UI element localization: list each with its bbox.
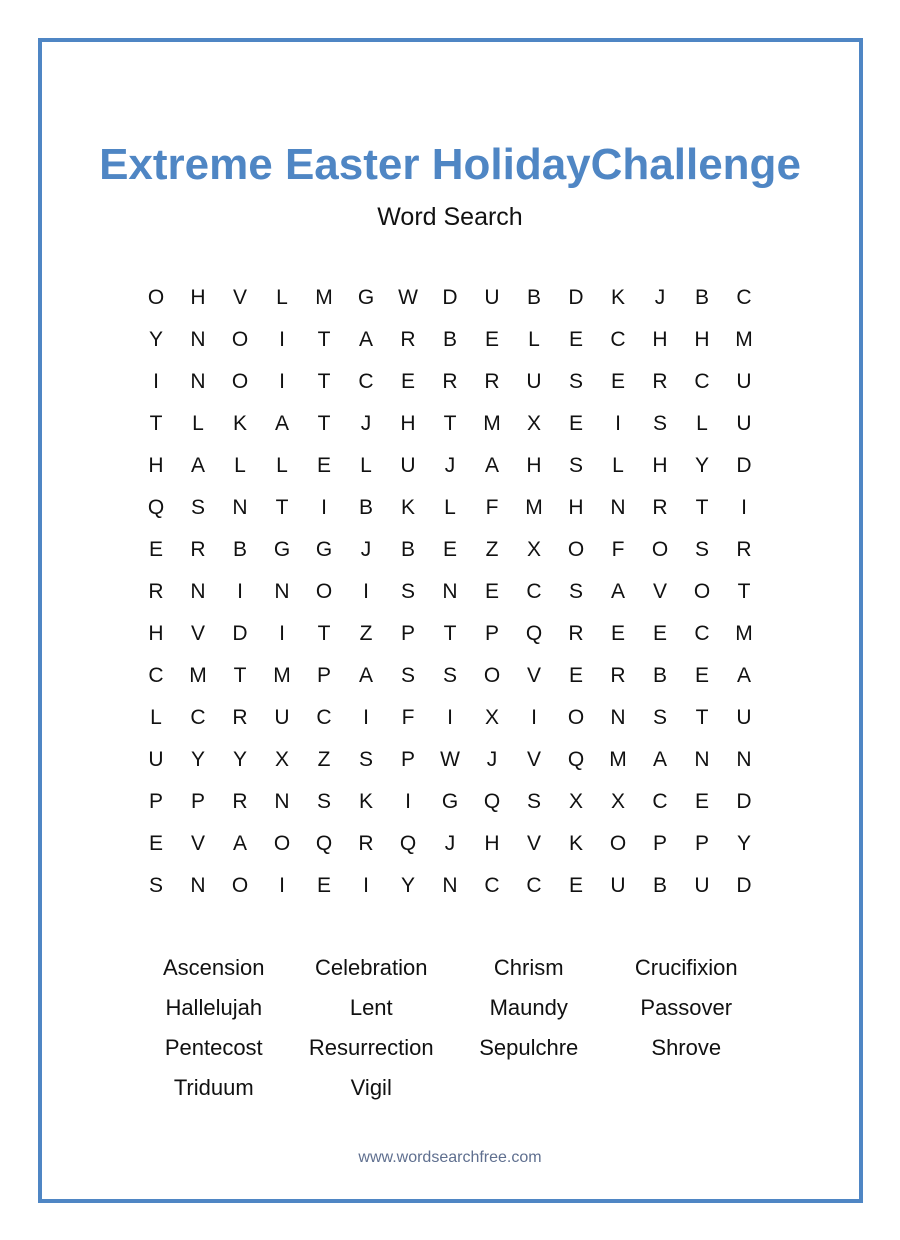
grid-letter: H (190, 286, 206, 309)
grid-letter: E (316, 454, 331, 477)
grid-letter: D (736, 790, 752, 813)
word-list-item: Lent (349, 995, 393, 1020)
grid-letter: I (405, 790, 411, 813)
grid-letter: J (654, 286, 666, 309)
grid-letter: A (274, 412, 289, 435)
grid-letter: X (526, 412, 541, 435)
puzzle-subtitle: Word Search (377, 203, 523, 231)
grid-letter: I (279, 622, 285, 645)
grid-letter: L (528, 328, 540, 351)
grid-letter: T (443, 622, 457, 645)
grid-letter: R (652, 370, 668, 393)
grid-letter: C (358, 370, 374, 393)
grid-letter: I (363, 580, 369, 603)
grid-letter: G (441, 790, 459, 813)
grid-letter: S (400, 664, 415, 687)
grid-letter: O (483, 664, 501, 687)
grid-letter: N (274, 580, 290, 603)
grid-letter: V (232, 286, 247, 309)
grid-letter: W (398, 286, 418, 309)
grid-letter: I (279, 370, 285, 393)
word-list-item: Hallelujah (165, 995, 263, 1020)
grid-letter: U (400, 454, 416, 477)
grid-letter: Y (232, 748, 247, 771)
grid-letter: I (447, 706, 453, 729)
grid-letter: N (694, 748, 710, 771)
grid-letter: L (360, 454, 372, 477)
grid-letter: B (652, 874, 667, 897)
grid-letter: U (484, 286, 500, 309)
grid-letter: R (652, 496, 668, 519)
grid-letter: D (736, 874, 752, 897)
grid-letter: N (736, 748, 752, 771)
grid-letter: H (694, 328, 710, 351)
grid-letter: B (232, 538, 247, 561)
footer-url: www.wordsearchfree.com (358, 1149, 542, 1166)
grid-letter: U (610, 874, 626, 897)
grid-letter: E (484, 328, 499, 351)
grid-letter: V (526, 832, 541, 855)
grid-letter: Z (317, 748, 331, 771)
grid-letter: E (694, 790, 709, 813)
grid-letter: B (400, 538, 415, 561)
grid-letter: I (615, 412, 621, 435)
grid-letter: O (231, 874, 249, 897)
grid-letter: C (316, 706, 332, 729)
grid-letter: E (568, 328, 583, 351)
word-list-item: Ascension (162, 955, 265, 980)
grid-letter: N (190, 580, 206, 603)
grid-letter: I (363, 874, 369, 897)
grid-letter: S (442, 664, 457, 687)
grid-letter: P (316, 664, 331, 687)
grid-letter: C (694, 370, 710, 393)
grid-letter: E (568, 664, 583, 687)
grid-letter: M (735, 622, 753, 645)
grid-letter: U (736, 706, 752, 729)
grid-letter: Q (315, 832, 333, 855)
grid-letter: E (694, 664, 709, 687)
grid-letter: C (652, 790, 668, 813)
grid-letter: T (737, 580, 751, 603)
grid-letter: U (148, 748, 164, 771)
grid-letter: L (696, 412, 708, 435)
grid-letter: M (189, 664, 207, 687)
grid-letter: E (484, 580, 499, 603)
grid-letter: R (736, 538, 752, 561)
grid-letter: I (279, 874, 285, 897)
word-list-item: Triduum (173, 1075, 254, 1100)
grid-letter: T (695, 496, 709, 519)
grid-letter: S (400, 580, 415, 603)
grid-letter: S (190, 496, 205, 519)
grid-letter: H (652, 454, 668, 477)
grid-letter: P (484, 622, 499, 645)
word-list-item: Passover (640, 995, 733, 1020)
grid-letter: M (315, 286, 333, 309)
grid-letter: R (232, 706, 248, 729)
grid-letter: T (317, 328, 331, 351)
grid-letter: B (442, 328, 457, 351)
grid-letter: B (358, 496, 373, 519)
grid-letter: O (651, 538, 669, 561)
grid-letter: Q (483, 790, 501, 813)
grid-letter: C (148, 664, 164, 687)
grid-letter: R (400, 328, 416, 351)
grid-letter: H (652, 328, 668, 351)
grid-letter: B (694, 286, 709, 309)
grid-letter: L (444, 496, 456, 519)
grid-letter: I (741, 496, 747, 519)
grid-letter: T (443, 412, 457, 435)
grid-letter: M (735, 328, 753, 351)
grid-letter: T (149, 412, 163, 435)
grid-letter: T (317, 622, 331, 645)
grid-letter: M (609, 748, 627, 771)
grid-letter: X (274, 748, 289, 771)
grid-letter: H (484, 832, 500, 855)
grid-letter: S (358, 748, 373, 771)
grid-letter: O (567, 706, 585, 729)
grid-letter: V (190, 622, 205, 645)
word-list-item: Maundy (489, 995, 568, 1020)
grid-letter: O (693, 580, 711, 603)
grid-letter: J (360, 412, 372, 435)
grid-letter: P (190, 790, 205, 813)
grid-letter: E (442, 538, 457, 561)
grid-letter: R (190, 538, 206, 561)
grid-letter: S (694, 538, 709, 561)
grid-letter: K (568, 832, 583, 855)
grid-letter: E (568, 412, 583, 435)
grid-letter: E (400, 370, 415, 393)
grid-letter: I (531, 706, 537, 729)
grid-letter: A (232, 832, 247, 855)
grid-letter: U (736, 370, 752, 393)
grid-letter: T (695, 706, 709, 729)
grid-letter: E (652, 622, 667, 645)
grid-letter: E (148, 538, 163, 561)
grid-letter: O (147, 286, 165, 309)
grid-letter: Y (400, 874, 415, 897)
grid-letter: H (526, 454, 542, 477)
grid-letter: S (316, 790, 331, 813)
grid-letter: T (275, 496, 289, 519)
grid-letter: F (401, 706, 415, 729)
grid-letter: Q (147, 496, 165, 519)
grid-letter: L (150, 706, 162, 729)
grid-letter: H (568, 496, 584, 519)
grid-letter: N (190, 328, 206, 351)
grid-letter: I (279, 328, 285, 351)
grid-letter: M (273, 664, 291, 687)
grid-letter: J (444, 454, 456, 477)
grid-letter: R (442, 370, 458, 393)
grid-letter: H (148, 454, 164, 477)
grid-letter: L (234, 454, 246, 477)
grid-letter: T (317, 412, 331, 435)
grid-letter: A (484, 454, 499, 477)
word-list-item: Shrove (651, 1035, 722, 1060)
word-list-item: Sepulchre (479, 1035, 579, 1060)
grid-letter: J (486, 748, 498, 771)
grid-letter: P (400, 748, 415, 771)
grid-letter: C (526, 580, 542, 603)
grid-letter: S (148, 874, 163, 897)
grid-letter: X (568, 790, 583, 813)
grid-letter: I (237, 580, 243, 603)
grid-letter: D (442, 286, 458, 309)
grid-letter: A (358, 664, 373, 687)
grid-letter: C (190, 706, 206, 729)
grid-letter: L (612, 454, 624, 477)
grid-letter: V (526, 748, 541, 771)
grid-letter: A (190, 454, 205, 477)
grid-letter: M (483, 412, 501, 435)
grid-letter: J (360, 538, 372, 561)
grid-letter: S (568, 454, 583, 477)
grid-letter: T (233, 664, 247, 687)
grid-letter: N (190, 874, 206, 897)
grid-letter: E (568, 874, 583, 897)
grid-letter: N (442, 874, 458, 897)
grid-letter: X (610, 790, 625, 813)
grid-letter: U (526, 370, 542, 393)
grid-letter: Q (567, 748, 585, 771)
grid-letter: P (400, 622, 415, 645)
grid-letter: P (652, 832, 667, 855)
grid-letter: A (736, 664, 751, 687)
grid-letter: E (148, 832, 163, 855)
grid-letter: E (610, 370, 625, 393)
grid-letter: I (321, 496, 327, 519)
grid-letter: R (358, 832, 374, 855)
grid-letter: O (567, 538, 585, 561)
grid-letter: K (232, 412, 247, 435)
grid-letter: R (568, 622, 584, 645)
grid-letter: E (316, 874, 331, 897)
word-list-item: Chrism (493, 955, 564, 980)
grid-letter: N (610, 706, 626, 729)
grid-letter: A (358, 328, 373, 351)
grid-letter: T (317, 370, 331, 393)
grid-letter: K (358, 790, 373, 813)
grid-letter: J (444, 832, 456, 855)
puzzle-title: Extreme Easter HolidayChallenge (99, 140, 801, 189)
word-list-item: Resurrection (308, 1035, 434, 1060)
grid-letter: U (694, 874, 710, 897)
grid-letter: Y (736, 832, 751, 855)
grid-letter: C (484, 874, 500, 897)
grid-letter: Y (694, 454, 709, 477)
grid-letter: C (526, 874, 542, 897)
grid-letter: Y (148, 328, 163, 351)
grid-letter: W (440, 748, 460, 771)
grid-letter: H (400, 412, 416, 435)
grid-letter: R (484, 370, 500, 393)
grid-letter: R (148, 580, 164, 603)
grid-letter: N (610, 496, 626, 519)
grid-letter: K (610, 286, 625, 309)
grid-letter: C (694, 622, 710, 645)
grid-letter: K (400, 496, 415, 519)
grid-letter: A (652, 748, 667, 771)
grid-letter: G (357, 286, 375, 309)
grid-letter: D (232, 622, 248, 645)
grid-letter: P (148, 790, 163, 813)
grid-letter: L (276, 454, 288, 477)
grid-letter: D (736, 454, 752, 477)
grid-letter: C (736, 286, 752, 309)
grid-letter: G (315, 538, 333, 561)
grid-letter: S (568, 370, 583, 393)
grid-letter: N (274, 790, 290, 813)
grid-letter: Y (190, 748, 205, 771)
grid-letter: G (273, 538, 291, 561)
grid-letter: V (652, 580, 667, 603)
grid-letter: L (192, 412, 204, 435)
grid-letter: O (231, 328, 249, 351)
grid-letter: U (274, 706, 290, 729)
grid-letter: V (190, 832, 205, 855)
grid-letter: O (609, 832, 627, 855)
grid-letter: N (190, 370, 206, 393)
grid-letter: I (363, 706, 369, 729)
grid-letter: B (652, 664, 667, 687)
grid-letter: A (610, 580, 625, 603)
grid-letter: U (736, 412, 752, 435)
grid-letter: S (568, 580, 583, 603)
grid-letter: X (484, 706, 499, 729)
grid-letter: L (276, 286, 288, 309)
word-list-item: Vigil (350, 1075, 392, 1100)
grid-letter: M (525, 496, 543, 519)
grid-letter: S (652, 706, 667, 729)
grid-letter: F (485, 496, 499, 519)
grid-letter: N (442, 580, 458, 603)
grid-letter: D (568, 286, 584, 309)
grid-letter: O (231, 370, 249, 393)
grid-letter: S (526, 790, 541, 813)
word-list-item: Celebration (314, 955, 428, 980)
grid-letter: O (315, 580, 333, 603)
grid-letter: B (526, 286, 541, 309)
grid-letter: Z (359, 622, 373, 645)
grid-letter: R (610, 664, 626, 687)
grid-letter: H (148, 622, 164, 645)
grid-letter: S (652, 412, 667, 435)
grid-letter: R (232, 790, 248, 813)
grid-letter: Q (525, 622, 543, 645)
word-list-item: Crucifixion (634, 955, 738, 980)
word-list-item: Pentecost (164, 1035, 263, 1060)
grid-letter: E (610, 622, 625, 645)
grid-letter: N (232, 496, 248, 519)
grid-letter: P (694, 832, 709, 855)
grid-letter: I (153, 370, 159, 393)
grid-letter: X (526, 538, 541, 561)
grid-letter: C (610, 328, 626, 351)
grid-letter: F (611, 538, 625, 561)
grid-letter: V (526, 664, 541, 687)
grid-letter: O (273, 832, 291, 855)
word-list (135, 948, 765, 1108)
letter-grid (135, 277, 765, 907)
grid-letter: Z (485, 538, 499, 561)
grid-letter: Q (399, 832, 417, 855)
